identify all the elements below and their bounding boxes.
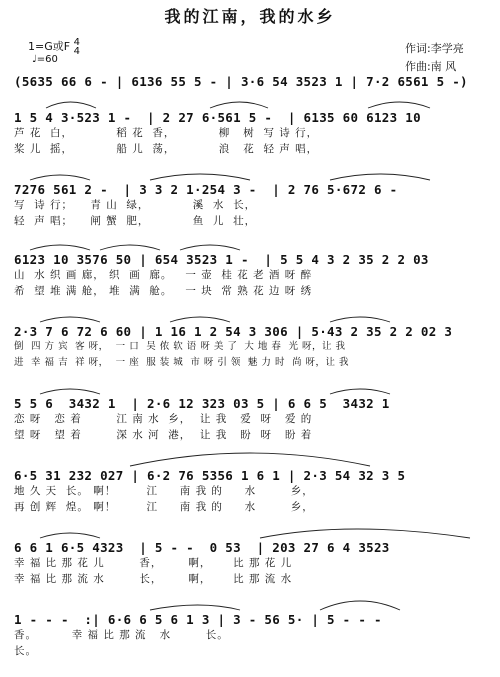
slur-mark	[330, 389, 390, 394]
slur-mark	[320, 601, 400, 610]
note-line: 1 - - - :| 6·6 6 5 6 1 3 | 3 - 56 5· | 5 - - -	[14, 612, 382, 627]
lyric-verse-1: 倒 四 方 宾 客 呀， 一 口 吴 侬 软 语 呀 美 了 大 地 春 光 呀，让 我	[14, 341, 346, 352]
slur-mark	[100, 245, 160, 250]
lyric-verse-1: 香。 幸 福 比 那 流 水 长。	[14, 629, 229, 641]
note-line: 6·5 31 232 027 | 6·2 76 5356 1 6 1 | 2·3 54 32 3 5	[14, 468, 406, 483]
lyric-verse-2: 希 望 堆 满 舱， 堆 满 舱。 一 块 常 熟 花 边 呀 绣	[14, 285, 313, 297]
lyric-verse-1: 幸 福 比 那 花 儿 香， 啊， 比 那 花 儿	[14, 557, 293, 569]
slur-mark	[46, 102, 96, 108]
score-row-intro	[14, 74, 492, 89]
note-line: 6123 10 3576 50 | 654 3523 1 - | 5 5 4 3 2 35 2 2 03	[14, 252, 429, 267]
note-line: 7276 561 2 - | 3 3 2 1·254 3 - | 2 76 5·672 6 -	[14, 182, 398, 197]
lyric-verse-1: 芦 花 白， 稻 花 香， 柳 树 写 诗 行，	[14, 127, 319, 139]
slur-mark	[260, 529, 470, 538]
score-row-5	[14, 396, 492, 443]
score-row-6	[14, 468, 492, 515]
composer-credit: 作曲:南 风	[405, 60, 457, 73]
note-line: 1 5 4 3·523 1 - | 2 27 6·561 5 - | 6135 60 6123 10	[14, 110, 421, 125]
note-line: 2·3 7 6 72 6 60 | 1 16 1 2 54 3 306 | 5·43 2 35 2 2 02 3	[14, 324, 453, 339]
score-row-7	[14, 540, 492, 587]
slur-mark	[330, 174, 430, 180]
lyric-verse-1: 山 水 织 画 廊， 织 画 廊。 一 壶 桂 花 老 酒 呀 醉	[14, 269, 313, 281]
key-label: 1=G或F	[28, 40, 71, 53]
lyric-verse-2: 望 呀 望 着 深 水 河 港， 让 我 盼 呀 盼 着	[14, 429, 313, 441]
slur-mark	[150, 174, 250, 180]
slur-mark	[368, 102, 430, 108]
slur-mark	[30, 175, 90, 180]
slur-mark	[150, 605, 240, 610]
lyricist-credit: 作词:李学亮	[405, 42, 464, 55]
score-row-8	[14, 612, 492, 659]
lyric-verse-1: 地 久 天 长。 啊！ 江 南 我 的 水 乡，	[14, 485, 314, 497]
time-signature	[74, 38, 80, 56]
score-row-2	[14, 182, 492, 229]
note-line: (5635 66 6 - | 6136 55 5 - | 3·6 54 3523 1 | 7·2 6561 5 -)	[14, 74, 468, 89]
lyric-verse-1: 写 诗 行； 青 山 绿， 溪 水 长，	[14, 199, 257, 211]
score-row-4	[14, 324, 492, 371]
note-line: 6 6 1 6·5 4323 | 5 - - 0 53 | 203 27 6 4 3523	[14, 540, 390, 555]
lyric-verse-2: 长。	[14, 645, 37, 657]
score-row-3	[14, 252, 492, 299]
slur-mark	[170, 317, 230, 322]
lyric-verse-2: 轻 声 唱； 闸 蟹 肥， 鱼 儿 壮，	[14, 215, 257, 227]
slur-mark	[180, 245, 240, 250]
meter-bottom: 4	[73, 46, 80, 57]
lyric-verse-2: 进 幸 福 吉 祥 呀， 一 座 服 装 城 市 呀 引 领 魅 力 时 尚 呀，让 我	[14, 357, 350, 368]
lyric-verse-2: 桨 儿 摇， 船 儿 荡， 浪 花 轻 声 唱，	[14, 143, 319, 155]
score-row-1	[14, 110, 492, 157]
meter-top: 4	[73, 37, 80, 48]
slur-mark	[40, 317, 100, 322]
slur-mark	[30, 245, 90, 250]
lyric-verse-2: 幸 福 比 那 流 水 长， 啊， 比 那 流 水	[14, 573, 293, 585]
slur-mark	[210, 102, 268, 108]
lyric-verse-1: 恋 呀 恋 着 江 南 水 乡， 让 我 爱 呀 爱 的	[14, 413, 313, 425]
tempo-marking: ♩=60	[32, 54, 58, 65]
slur-mark	[330, 317, 390, 322]
song-title: 我的江南，我的水乡	[164, 7, 336, 26]
note-line: 5 5 6 3432 1 | 2·6 12 323 03 5 | 6 6 5 3432 1	[14, 396, 390, 411]
slur-mark	[40, 389, 100, 394]
slur-mark	[130, 453, 370, 466]
lyric-verse-2: 再 创 辉 煌。 啊！ 江 南 我 的 水 乡，	[14, 501, 314, 513]
slur-mark	[40, 533, 100, 538]
